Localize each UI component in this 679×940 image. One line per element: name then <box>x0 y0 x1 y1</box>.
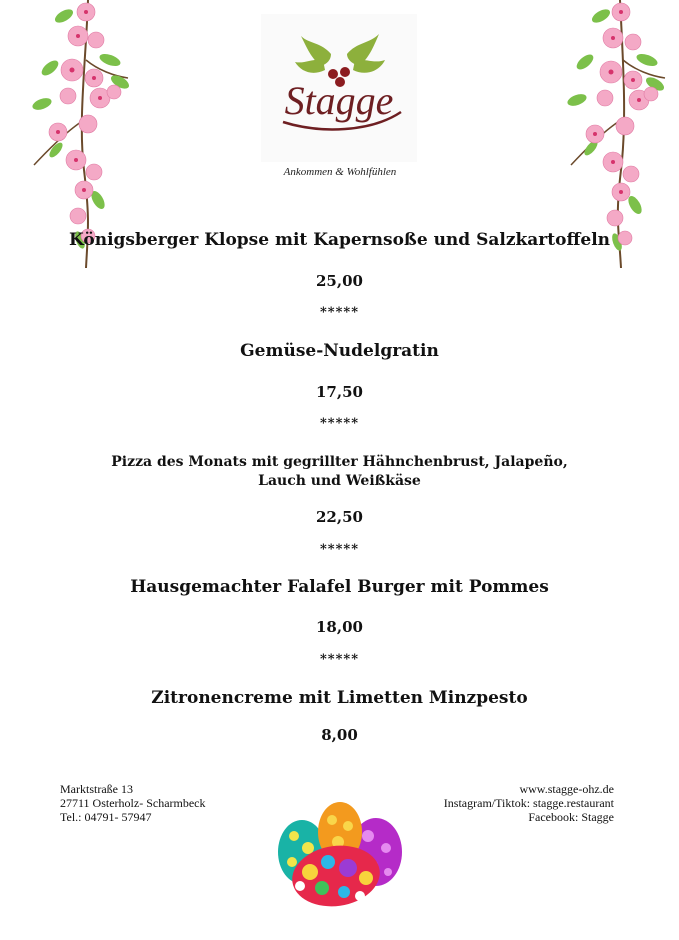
menu-item-1-dish: Königsberger Klopse mit Kapernsoße und Salzkartoffeln <box>68 230 611 250</box>
menu-item-1-price: 25,00 <box>316 272 363 290</box>
stagge-logo <box>261 14 417 162</box>
footer-address <box>60 782 206 824</box>
address-street: Marktstraße 13 <box>60 782 133 796</box>
menu-item-3-price: 22,50 <box>316 508 363 526</box>
separator: ***** <box>320 416 359 431</box>
footer-contact <box>444 782 614 824</box>
menu-item-4-dish: Hausgemachter Falafel Burger mit Pommes <box>130 577 549 597</box>
facebook-link[interactable]: Facebook: Stagge <box>528 810 614 824</box>
menu-item-2-price: 17,50 <box>316 383 363 401</box>
instagram-link[interactable]: Instagram/Tiktok: stagge.restaurant <box>443 796 614 810</box>
easter-eggs-icon <box>270 796 410 914</box>
menu-item-3-dish-line2: Lauch und Weißkäse <box>258 473 421 489</box>
phone: Tel.: 04791- 57947 <box>60 810 152 824</box>
menu-item-4-price: 18,00 <box>316 618 363 636</box>
separator: ***** <box>320 542 359 557</box>
tagline: Ankommen & Wohlfühlen <box>283 166 397 178</box>
svg-text:Stagge: Stagge <box>284 78 394 123</box>
address-city: 27711 Osterholz- Scharmbeck <box>60 796 206 810</box>
holly-logo-icon <box>261 14 417 162</box>
separator: ***** <box>320 305 359 320</box>
menu-item-2-dish: Gemüse-Nudelgratin <box>240 341 439 361</box>
menu-item-3-dish-line1: Pizza des Monats mit gegrillter Hähnchenbrust, Jalapeño, <box>111 454 568 470</box>
separator: ***** <box>320 652 359 667</box>
menu-item-5-price: 8,00 <box>321 726 358 744</box>
website-link[interactable]: www.stagge-ohz.de <box>519 782 614 796</box>
menu-item-5-dish: Zitronencreme mit Limetten Minzpesto <box>151 688 528 708</box>
